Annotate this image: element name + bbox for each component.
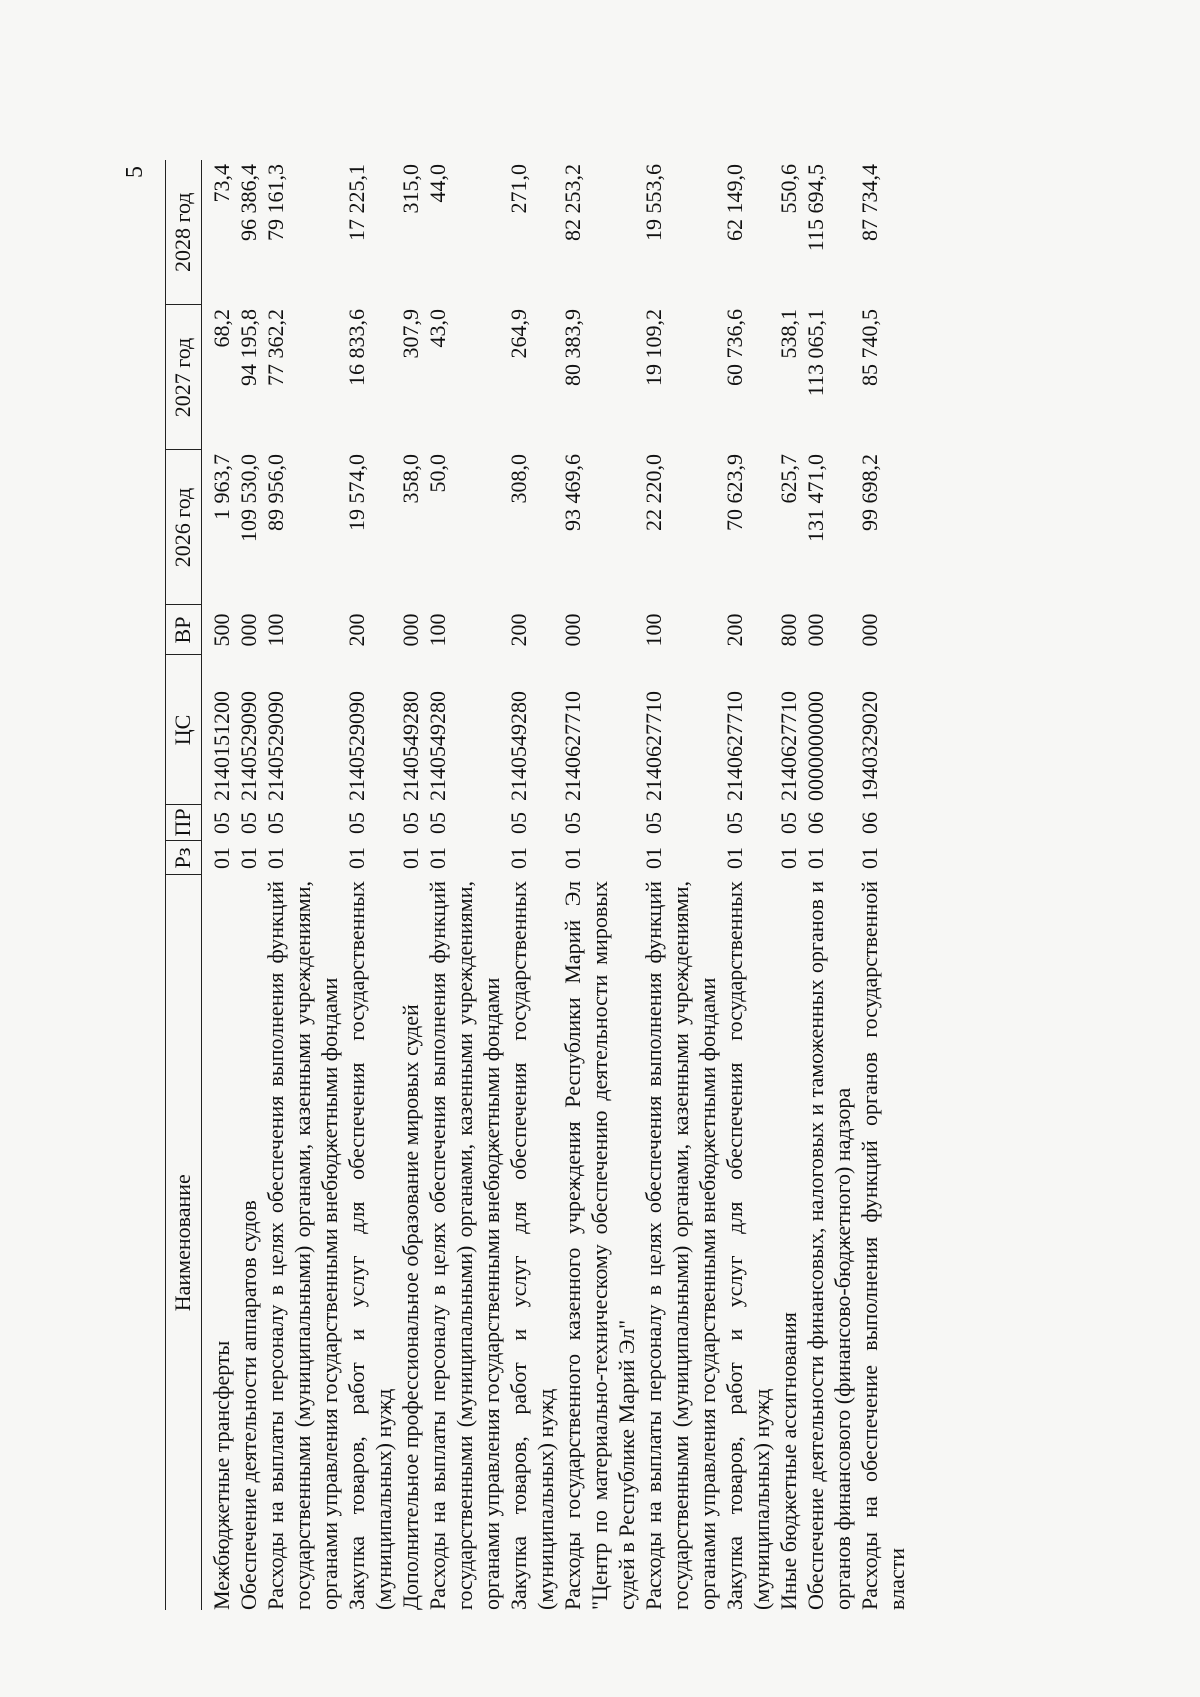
row-name: Расходы на обеспечение выполнения функций органов государственной власти [857,881,909,1610]
row-vr: 000 [857,613,882,647]
row-value-2028: 73,4 [209,164,234,203]
row-value-2028: 115 694,5 [803,164,828,252]
row-name: Дополнительное профессиональное образование мировых судей [398,1004,423,1610]
row-cs: 2140627710 [560,691,585,801]
row-rz: 01 [344,847,369,869]
row-value-2027: 94 195,8 [236,309,261,386]
row-pr: 05 [263,812,288,834]
row-value-2026: 625,7 [776,454,801,504]
row-vr: 000 [398,613,423,647]
row-name: Обеспечение деятельности финансовых, налоговых и таможенных органов и органов финансового (финансово-бюджетного) надзора [803,881,855,1610]
row-cs: 2140529090 [344,691,369,801]
row-value-2027: 43,0 [425,309,450,348]
table-row [235,160,262,1610]
row-vr: 100 [425,613,450,647]
row-name: Закупка товаров, работ и услуг для обеспечения государственных (муниципальных) нужд [344,881,396,1610]
row-rz: 01 [560,847,585,869]
row-value-2026: 50,0 [425,454,450,493]
row-value-2026: 308,0 [506,454,531,504]
row-vr: 200 [344,613,369,647]
row-value-2026: 19 574,0 [344,454,369,531]
row-vr: 100 [641,613,666,647]
row-pr: 05 [425,812,450,834]
header-name: Наименование [166,875,202,1610]
row-value-2028: 17 225,1 [344,164,369,241]
row-value-2026: 1 963,7 [209,454,234,520]
row-value-2028: 271,0 [506,164,531,214]
row-value-2027: 19 109,2 [641,309,666,386]
row-pr: 05 [209,812,234,834]
row-pr: 06 [857,812,882,834]
table-row [397,160,424,1610]
header-cs: ЦС [166,655,202,805]
row-rz: 01 [776,847,801,869]
row-cs: 2140549280 [425,691,450,801]
row-vr: 100 [263,613,288,647]
row-vr: 000 [803,613,828,647]
row-value-2026: 131 471,0 [803,454,828,542]
row-value-2028: 87 734,4 [857,164,882,241]
row-value-2027: 264,9 [506,309,531,359]
row-cs: 2140549280 [398,691,423,801]
header-2026: 2026 год [166,450,202,605]
row-value-2026: 22 220,0 [641,454,666,531]
row-value-2027: 80 383,9 [560,309,585,386]
budget-table [165,160,910,1610]
row-pr: 06 [803,812,828,834]
row-cs: 1940329020 [857,691,882,801]
row-cs: 2140529090 [236,691,261,801]
table-row [856,160,910,1610]
row-cs: 0000000000 [803,691,828,801]
row-pr: 05 [398,812,423,834]
row-value-2027: 60 736,6 [722,309,747,386]
table-body [202,160,911,1610]
row-value-2026: 99 698,2 [857,454,882,531]
row-value-2026: 89 956,0 [263,454,288,531]
row-rz: 01 [263,847,288,869]
row-name: Расходы государственного казенного учреждения Республики Марий Эл "Центр по материально-техническому обеспечению деятельности мировых судей в Республике Марий Эл" [560,881,639,1610]
row-cs: 2140627710 [641,691,666,801]
row-vr: 000 [236,613,261,647]
row-rz: 01 [506,847,531,869]
table-row [343,160,397,1610]
row-value-2027: 16 833,6 [344,309,369,386]
header-pr: ПР [166,805,202,841]
row-value-2026: 109 530,0 [236,454,261,542]
row-vr: 800 [776,613,801,647]
row-cs: 2140151200 [209,691,234,801]
row-vr: 200 [722,613,747,647]
header-2028: 2028 год [166,160,202,305]
row-cs: 2140627710 [722,691,747,801]
rotated-table-container [165,160,1045,1610]
row-pr: 05 [776,812,801,834]
page-number: 5 [122,166,148,178]
row-name: Расходы на выплаты персоналу в целях обеспечения выполнения функций государственными (муниципальными) органами, казенными учреждениями, органами управления государственными внебюджетными фондами [425,881,504,1610]
row-pr: 05 [344,812,369,834]
table-row [424,160,505,1610]
row-pr: 05 [641,812,666,834]
row-pr: 05 [506,812,531,834]
row-value-2028: 82 253,2 [560,164,585,241]
row-value-2026: 93 469,6 [560,454,585,531]
row-value-2027: 307,9 [398,309,423,359]
row-pr: 05 [236,812,261,834]
row-pr: 05 [560,812,585,834]
row-rz: 01 [236,847,261,869]
table-row [505,160,559,1610]
table-row [202,160,236,1610]
row-value-2028: 96 386,4 [236,164,261,241]
row-name: Закупка товаров, работ и услуг для обеспечения государственных (муниципальных) нужд [506,881,558,1610]
row-vr: 200 [506,613,531,647]
row-cs: 2140529090 [263,691,288,801]
row-vr: 500 [209,613,234,647]
row-value-2027: 85 740,5 [857,309,882,386]
header-rz: Рз [166,841,202,875]
row-value-2028: 44,0 [425,164,450,203]
table-row [802,160,856,1610]
row-name: Расходы на выплаты персоналу в целях обеспечения выполнения функций государственными (муниципальными) органами, казенными учреждениями, органами управления государственными внебюджетными фондами [263,881,342,1610]
row-rz: 01 [722,847,747,869]
row-cs: 2140549280 [506,691,531,801]
table-row [559,160,640,1610]
row-name: Иные бюджетные ассигнования [776,1312,801,1610]
row-rz: 01 [425,847,450,869]
header-2027: 2027 год [166,305,202,450]
row-value-2027: 77 362,2 [263,309,288,386]
row-rz: 01 [398,847,423,869]
row-pr: 05 [722,812,747,834]
row-value-2026: 70 623,9 [722,454,747,531]
row-value-2026: 358,0 [398,454,423,504]
table-row [775,160,802,1610]
row-value-2028: 62 149,0 [722,164,747,241]
table-row [640,160,721,1610]
row-value-2027: 68,2 [209,309,234,348]
table-header-row [166,160,202,1610]
row-rz: 01 [857,847,882,869]
row-value-2028: 315,0 [398,164,423,214]
row-value-2028: 79 161,3 [263,164,288,241]
row-name: Межбюджетные трансферты [209,1340,234,1610]
row-rz: 01 [209,847,234,869]
row-rz: 01 [803,847,828,869]
table-row [262,160,343,1610]
row-name: Обеспечение деятельности аппаратов судов [236,1200,261,1610]
row-rz: 01 [641,847,666,869]
row-value-2027: 538,1 [776,309,801,359]
row-value-2028: 19 553,6 [641,164,666,241]
row-value-2028: 550,6 [776,164,801,214]
row-cs: 2140627710 [776,691,801,801]
row-value-2027: 113 065,1 [803,309,828,397]
row-name: Закупка товаров, работ и услуг для обеспечения государственных (муниципальных) нужд [722,881,774,1610]
table-row [721,160,775,1610]
row-vr: 000 [560,613,585,647]
row-name: Расходы на выплаты персоналу в целях обеспечения выполнения функций государственными (муниципальными) органами, казенными учреждениями, органами управления государственными внебюджетными фондами [641,881,720,1610]
header-vr: ВР [166,605,202,655]
